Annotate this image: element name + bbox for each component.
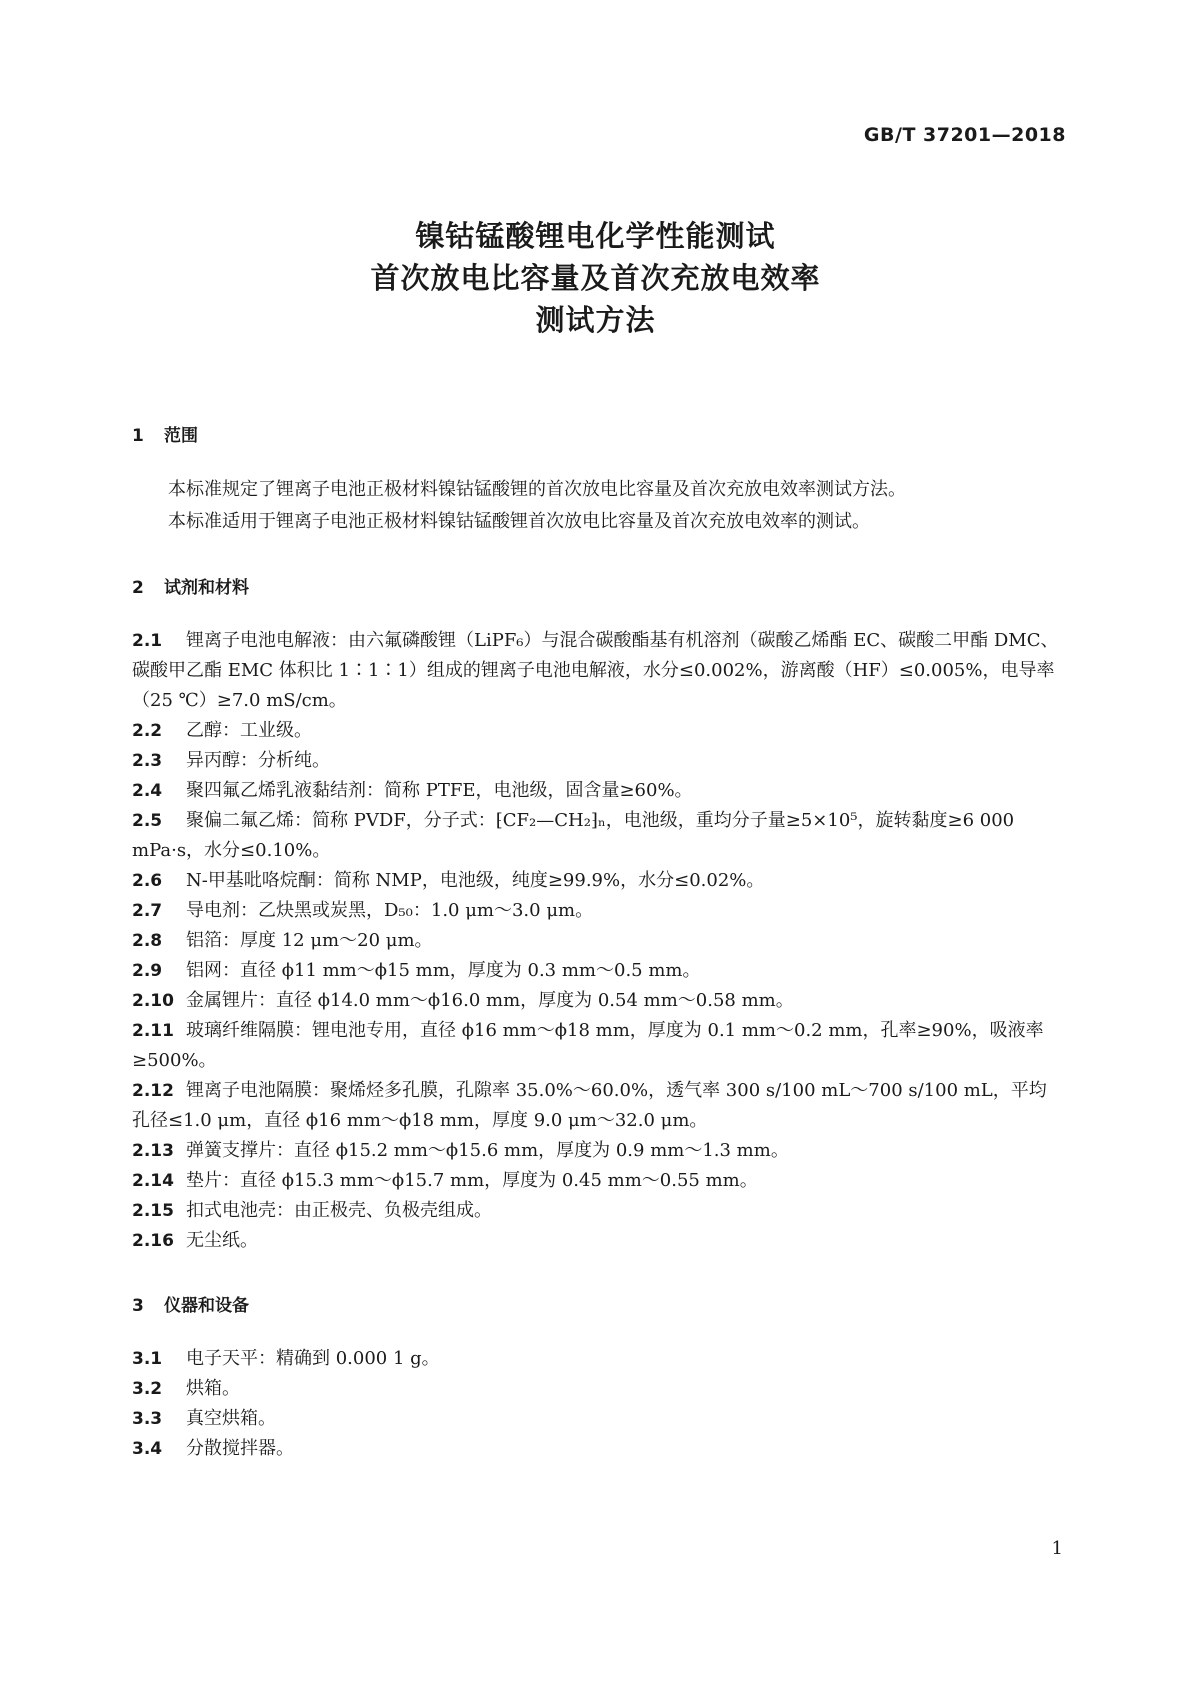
list-item [132, 1434, 1062, 1464]
item-text: 无尘纸。 [186, 1230, 258, 1251]
title-line: 镍钴锰酸锂电化学性能测试 [415, 219, 776, 253]
item-number: 2.8 [132, 931, 163, 951]
list-item [132, 896, 1062, 926]
list-item [132, 1404, 1062, 1434]
item-number: 3.3 [132, 1409, 163, 1429]
item-number: 2.2 [132, 721, 163, 741]
paragraph: 本标准适用于锂离子电池正极材料镍钴锰酸锂首次放电比容量及首次充放电效率的测试。 [168, 511, 870, 532]
list-item [132, 1344, 1062, 1374]
section-3-heading [132, 1290, 1062, 1322]
title-line: 测试方法 [535, 303, 656, 337]
item-text: 分散搅拌器。 [186, 1438, 294, 1459]
item-number: 2.11 [132, 1021, 174, 1041]
document-title [0, 215, 1191, 341]
list-item [132, 1016, 1062, 1076]
list-item [132, 1374, 1062, 1404]
item-text: 导电剂：乙炔黑或炭黑，D₅₀：1.0 μm～3.0 μm。 [186, 900, 594, 921]
item-text: 扣式电池壳：由正极壳、负极壳组成。 [186, 1200, 492, 1221]
item-number: 2.16 [132, 1231, 174, 1251]
section-number: 3 [132, 1296, 144, 1316]
item-number: 2.7 [132, 901, 163, 921]
item-text: 聚四氟乙烯乳液黏结剂：简称 PTFE，电池级，固含量≥60%。 [186, 780, 693, 801]
item-text: 锂离子电池隔膜：聚烯烃多孔膜，孔隙率 35.0%～60.0%，透气率 300 s/100 mL～700 s/100 mL，平均孔径≤1.0 μm，直径 ϕ16 mm～ϕ18 mm，厚度 9.0 μm～32.0 μm。 [132, 1080, 1047, 1131]
list-item [132, 776, 1062, 806]
section-2-heading [132, 572, 1062, 604]
list-item [132, 866, 1062, 896]
item-number: 3.2 [132, 1379, 163, 1399]
item-number: 2.1 [132, 631, 163, 651]
title-line: 首次放电比容量及首次充放电效率 [370, 261, 821, 295]
item-text: 玻璃纤维隔膜：锂电池专用，直径 ϕ16 mm～ϕ18 mm，厚度为 0.1 mm～0.2 mm，孔率≥90%，吸液率≥500%。 [132, 1020, 1044, 1071]
list-item [132, 1226, 1062, 1256]
section-1-heading [132, 420, 1062, 452]
item-text: 铝网：直径 ϕ11 mm～ϕ15 mm，厚度为 0.3 mm～0.5 mm。 [186, 960, 701, 981]
page-number: 1 [1051, 1538, 1063, 1559]
item-number: 2.3 [132, 751, 163, 771]
item-number: 2.6 [132, 871, 163, 891]
item-text: 垫片：直径 ϕ15.3 mm～ϕ15.7 mm，厚度为 0.45 mm～0.55 mm。 [186, 1170, 758, 1191]
item-text: 锂离子电池电解液：由六氟磷酸锂（LiPF₆）与混合碳酸酯基有机溶剂（碳酸乙烯酯 EC、碳酸二甲酯 DMC、碳酸甲乙酯 EMC 体积比 1∶1∶1）组成的锂离子电池电解液，水分≤0.002%，游离酸（HF）≤0.005%，电导率（25 ℃）≥7.0 mS/cm。 [132, 630, 1059, 711]
list-item [132, 1136, 1062, 1166]
item-text: 乙醇：工业级。 [186, 720, 312, 741]
list-item [132, 806, 1062, 866]
item-number: 2.5 [132, 811, 163, 831]
list-item [132, 1196, 1062, 1226]
item-number: 2.4 [132, 781, 163, 801]
item-number: 2.15 [132, 1201, 174, 1221]
paragraph: 本标准规定了锂离子电池正极材料镍钴锰酸锂的首次放电比容量及首次充放电效率测试方法。 [168, 479, 906, 500]
item-text: 铝箔：厚度 12 μm～20 μm。 [186, 930, 433, 951]
item-number: 2.10 [132, 991, 174, 1011]
section-title: 试剂和材料 [164, 578, 249, 598]
item-number: 2.14 [132, 1171, 174, 1191]
section-title: 范围 [164, 426, 198, 446]
item-number: 3.1 [132, 1349, 163, 1369]
item-text: 聚偏二氟乙烯：简称 PVDF，分子式：⁅CF₂—CH₂⁆ₙ，电池级，重均分子量≥5×10⁵，旋转黏度≥6 000 mPa·s，水分≤0.10%。 [132, 810, 1015, 861]
item-number: 2.9 [132, 961, 163, 981]
item-number: 3.4 [132, 1439, 163, 1459]
list-item [132, 746, 1062, 776]
item-number: 2.12 [132, 1081, 174, 1101]
standard-code: GB/T 37201—2018 [863, 124, 1066, 146]
list-item [132, 1076, 1062, 1136]
item-text: 电子天平：精确到 0.000 1 g。 [186, 1348, 440, 1369]
list-item [132, 1166, 1062, 1196]
list-item [132, 926, 1062, 956]
item-text: N-甲基吡咯烷酮：简称 NMP，电池级，纯度≥99.9%，水分≤0.02%。 [186, 870, 765, 891]
section-number: 1 [132, 426, 144, 446]
item-text: 弹簧支撑片：直径 ϕ15.2 mm～ϕ15.6 mm，厚度为 0.9 mm～1.3 mm。 [186, 1140, 789, 1161]
item-text: 金属锂片：直径 ϕ14.0 mm～ϕ16.0 mm，厚度为 0.54 mm～0.58 mm。 [186, 990, 794, 1011]
list-item [132, 716, 1062, 746]
list-item [132, 956, 1062, 986]
item-number: 2.13 [132, 1141, 174, 1161]
section-number: 2 [132, 578, 144, 598]
list-item [132, 986, 1062, 1016]
list-item [132, 626, 1062, 716]
document-body [132, 420, 1062, 1464]
item-text: 真空烘箱。 [186, 1408, 276, 1429]
section-title: 仪器和设备 [164, 1296, 249, 1316]
item-text: 异丙醇：分析纯。 [186, 750, 330, 771]
item-text: 烘箱。 [186, 1378, 240, 1399]
